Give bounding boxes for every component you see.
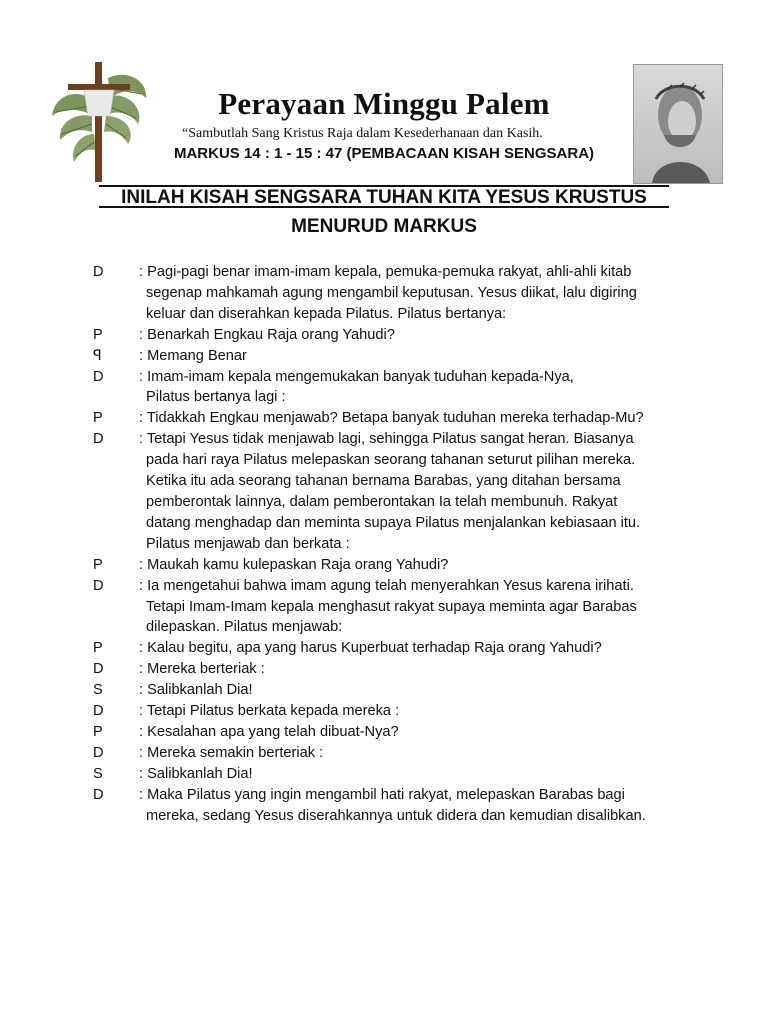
dialogue-text: : Ia mengetahui bahwa imam agung telah menyerahkan Yesus karena irihati. xyxy=(139,577,634,594)
dialogue-text-block xyxy=(139,429,713,554)
speaker-label: S xyxy=(93,765,103,782)
dialogue-line xyxy=(93,638,713,659)
dialogue-line xyxy=(93,785,713,827)
heading-rule-top xyxy=(99,185,669,187)
speaker-label: D xyxy=(93,786,104,803)
dialogue-text-block xyxy=(139,576,713,639)
dialogue-text-block xyxy=(139,346,713,367)
speaker-label: D xyxy=(93,264,104,280)
speaker-label: D xyxy=(93,703,104,720)
dialogue-continuation: Tetapi Imam-Imam kepala menghasut rakyat supaya meminta agar Barabas xyxy=(146,598,637,615)
dialogue-continuation: segenap mahkamah agung mengambil keputusan. Yesus diikat, lalu digiring xyxy=(146,284,637,301)
dialogue-text: : Tidakkah Engkau menjawab? Betapa banyak tuduhan mereka terhadap-Mu? xyxy=(139,410,644,427)
dialogue-continuation: datang menghadap dan meminta supaya Pilatus menjalankan kebiasaan itu. xyxy=(146,514,641,531)
dialogue-text-block xyxy=(139,367,713,409)
portrait-icon xyxy=(634,65,722,183)
heading-rule-bottom xyxy=(99,206,669,208)
dialogue-text-block xyxy=(139,659,713,680)
dialogue-line xyxy=(93,764,713,785)
dialogue-text: : Salibkanlah Dia! xyxy=(139,682,253,699)
dialogue-continuation: Pilatus bertanya lagi : xyxy=(146,389,286,406)
dialogue-text-block xyxy=(139,680,713,701)
dialogue-text-block xyxy=(139,408,713,429)
dialogue-line xyxy=(93,346,713,367)
dialogue-text: : Imam-imam kepala mengemukakan banyak tuduhan kepada-Nya, xyxy=(139,368,574,385)
speaker-label: D xyxy=(93,431,104,448)
dialogue-text: : Mereka semakin berteriak : xyxy=(139,744,324,761)
dialogue-text: : Pagi-pagi benar imam-imam kepala, pemuka-pemuka rakyat, ahli-ahli kitab xyxy=(139,264,632,280)
dialogue-line xyxy=(93,659,713,680)
dialogue-text: : Kalau begitu, apa yang harus Kuperbuat terhadap Raja orang Yahudi? xyxy=(139,640,602,657)
page-title: Perayaan Minggu Palem xyxy=(218,86,550,121)
dialogue-text-block xyxy=(139,262,713,325)
speaker-label: S xyxy=(93,682,103,699)
dialogue-text: : Benarkah Engkau Raja orang Yahudi? xyxy=(139,326,395,343)
dialogue-line xyxy=(93,722,713,743)
dialogue-line xyxy=(93,408,713,429)
dialogue-line xyxy=(93,325,713,346)
dialogue-text-block xyxy=(139,785,713,827)
dialogue-text: : Memang Benar xyxy=(139,347,247,364)
dialogue-text: : Kesalahan apa yang telah dibuat-Nya? xyxy=(139,723,399,740)
dialogue-list xyxy=(93,262,713,826)
dialogue-text: : Tetapi Yesus tidak menjawab lagi, sehingga Pilatus sangat heran. Biasanya xyxy=(139,431,634,448)
dialogue-line xyxy=(93,680,713,701)
speaker-label: D xyxy=(93,661,104,678)
dialogue-text-block xyxy=(139,743,713,764)
dialogue-text: : Mereka berteriak : xyxy=(139,661,265,678)
dialogue-text-block xyxy=(139,722,713,743)
speaker-label: D xyxy=(93,368,104,385)
section-heading-line2: MENURUD MARKUS xyxy=(291,216,477,237)
dialogue-text-block xyxy=(139,701,713,722)
speaker-label: P xyxy=(93,640,103,657)
dialogue-line xyxy=(93,367,713,409)
dialogue-text-block xyxy=(139,325,713,346)
speaker-label: D xyxy=(93,744,104,761)
dialogue-text: : Salibkanlah Dia! xyxy=(139,765,253,782)
dialogue-text: : Tetapi Pilatus berkata kepada mereka : xyxy=(139,703,400,720)
dialogue-continuation: mereka, sedang Yesus diserahkannya untuk didera dan kemudian disalibkan. xyxy=(146,807,646,824)
dialogue-continuation: pada hari raya Pilatus melepaskan seorang tahanan seturut pilihan mereka. xyxy=(146,452,636,469)
reading-reference: MARKUS 14 : 1 - 15 : 47 (PEMBACAAN KISAH SENGSARA) xyxy=(173,145,595,162)
dialogue-continuation: Pilatus menjawab dan berkata : xyxy=(146,535,350,552)
jesus-portrait-image xyxy=(633,64,723,184)
speaker-label: P xyxy=(93,556,103,573)
dialogue-continuation: Ketika itu ada seorang tahanan bernama Barabas, yang ditahan bersama xyxy=(146,473,621,490)
dialogue-line xyxy=(93,701,713,722)
dialogue-line xyxy=(93,262,713,325)
speaker-label: P xyxy=(93,723,103,740)
dialogue-line xyxy=(93,555,713,576)
section-heading-line1: INILAH KISAH SENGSARA TUHAN KITA YESUS KRUSTUS xyxy=(121,188,647,206)
dialogue-continuation: dilepaskan. Pilatus menjawab: xyxy=(146,619,343,636)
dialogue-text-block xyxy=(139,555,713,576)
dialogue-continuation: pemberontak lainnya, dalam pemberontakan Ia telah membunuh. Rakyat xyxy=(146,493,618,510)
speaker-label: D xyxy=(93,577,104,594)
dialogue-line xyxy=(93,576,713,639)
dialogue-line xyxy=(93,743,713,764)
speaker-label: P xyxy=(93,326,103,343)
dialogue-text: : Maka Pilatus yang ingin mengambil hati rakyat, melepaskan Barabas bagi xyxy=(139,786,625,803)
dialogue-line xyxy=(93,429,713,554)
speaker-label: P xyxy=(93,410,103,427)
dialogue-text-block xyxy=(139,638,713,659)
dialogue-continuation: keluar dan diserahkan kepada Pilatus. Pilatus bertanya: xyxy=(146,305,507,322)
dialogue-text: : Maukah kamu kulepaskan Raja orang Yahudi? xyxy=(139,556,449,573)
speaker-label: ꟼ xyxy=(93,347,102,364)
dialogue-text-block xyxy=(139,764,713,785)
page-subtitle: “Sambutlah Sang Kristus Raja dalam Kesederhanaan dan Kasih. xyxy=(182,126,543,141)
